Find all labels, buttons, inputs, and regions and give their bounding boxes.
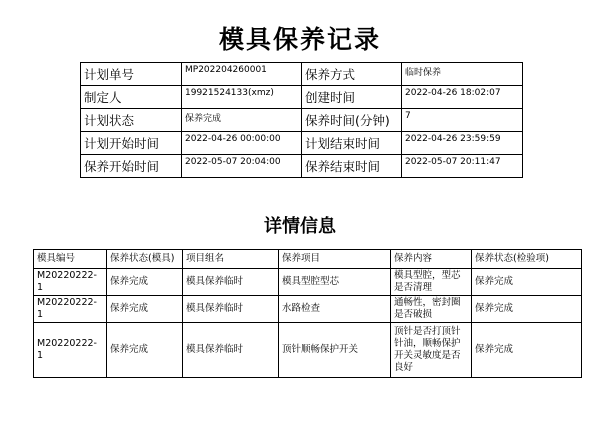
table-cell: 模具保养临时 (183, 296, 279, 323)
info-value: 2022-04-26 00:00:00 (182, 132, 302, 155)
info-row (81, 109, 523, 132)
info-label: 保养方式 (302, 63, 402, 86)
info-label: 计划状态 (81, 109, 182, 132)
info-label: 计划结束时间 (302, 132, 402, 155)
info-value: 临时保养 (402, 63, 523, 86)
column-header: 保养项目 (279, 250, 391, 269)
page-title: 模具保养记录 (218, 25, 381, 54)
info-value: MP202204260001 (182, 63, 302, 86)
table-cell: 保养完成 (472, 269, 582, 296)
info-label: 计划单号 (81, 63, 182, 86)
detail-table (33, 249, 582, 378)
table-cell: 保养完成 (472, 323, 582, 378)
column-header: 保养状态(检验项) (472, 250, 582, 269)
info-label: 制定人 (81, 86, 182, 109)
table-cell: M20220222-1 (34, 323, 107, 378)
info-value: 2022-04-26 23:59:59 (402, 132, 523, 155)
info-label: 创建时间 (302, 86, 402, 109)
table-cell: M20220222-1 (34, 296, 107, 323)
info-label: 保养结束时间 (302, 155, 402, 178)
info-label: 保养开始时间 (81, 155, 182, 178)
detail-header-row (34, 250, 582, 269)
table-cell: 模具保养临时 (183, 269, 279, 296)
column-header: 模具编号 (34, 250, 107, 269)
table-cell: 通畅性，密封圈是否破损 (391, 296, 472, 323)
table-cell: 顶针顺畅保护开关 (279, 323, 391, 378)
info-row (81, 132, 523, 155)
info-row (81, 155, 523, 178)
column-header: 项目组名 (183, 250, 279, 269)
info-row (81, 63, 523, 86)
info-value: 2022-05-07 20:04:00 (182, 155, 302, 178)
table-cell: M20220222-1 (34, 269, 107, 296)
table-cell: 顶针是否打顶针针油，顺畅保护开关灵敏度是否良好 (391, 323, 472, 378)
table-row (34, 296, 582, 323)
table-cell: 保养完成 (107, 323, 183, 378)
table-cell: 水路检查 (279, 296, 391, 323)
table-cell: 模具型腔型芯 (279, 269, 391, 296)
info-value: 2022-05-07 20:11:47 (402, 155, 523, 178)
info-label: 计划开始时间 (81, 132, 182, 155)
table-cell: 保养完成 (107, 296, 183, 323)
column-header: 保养内容 (391, 250, 472, 269)
table-cell: 模具保养临时 (183, 323, 279, 378)
table-row (34, 323, 582, 378)
info-label: 保养时间(分钟) (302, 109, 402, 132)
table-cell: 保养完成 (472, 296, 582, 323)
info-value: 保养完成 (182, 109, 302, 132)
info-value: 2022-04-26 18:02:07 (402, 86, 523, 109)
column-header: 保养状态(模具) (107, 250, 183, 269)
info-value: 7 (402, 109, 523, 132)
plan-info-table (80, 62, 523, 178)
table-cell: 模具型腔，型芯是否清理 (391, 269, 472, 296)
table-row (34, 269, 582, 296)
detail-section-title: 详情信息 (264, 216, 336, 237)
info-row (81, 86, 523, 109)
info-value: 19921524133(xmz) (182, 86, 302, 109)
table-cell: 保养完成 (107, 269, 183, 296)
